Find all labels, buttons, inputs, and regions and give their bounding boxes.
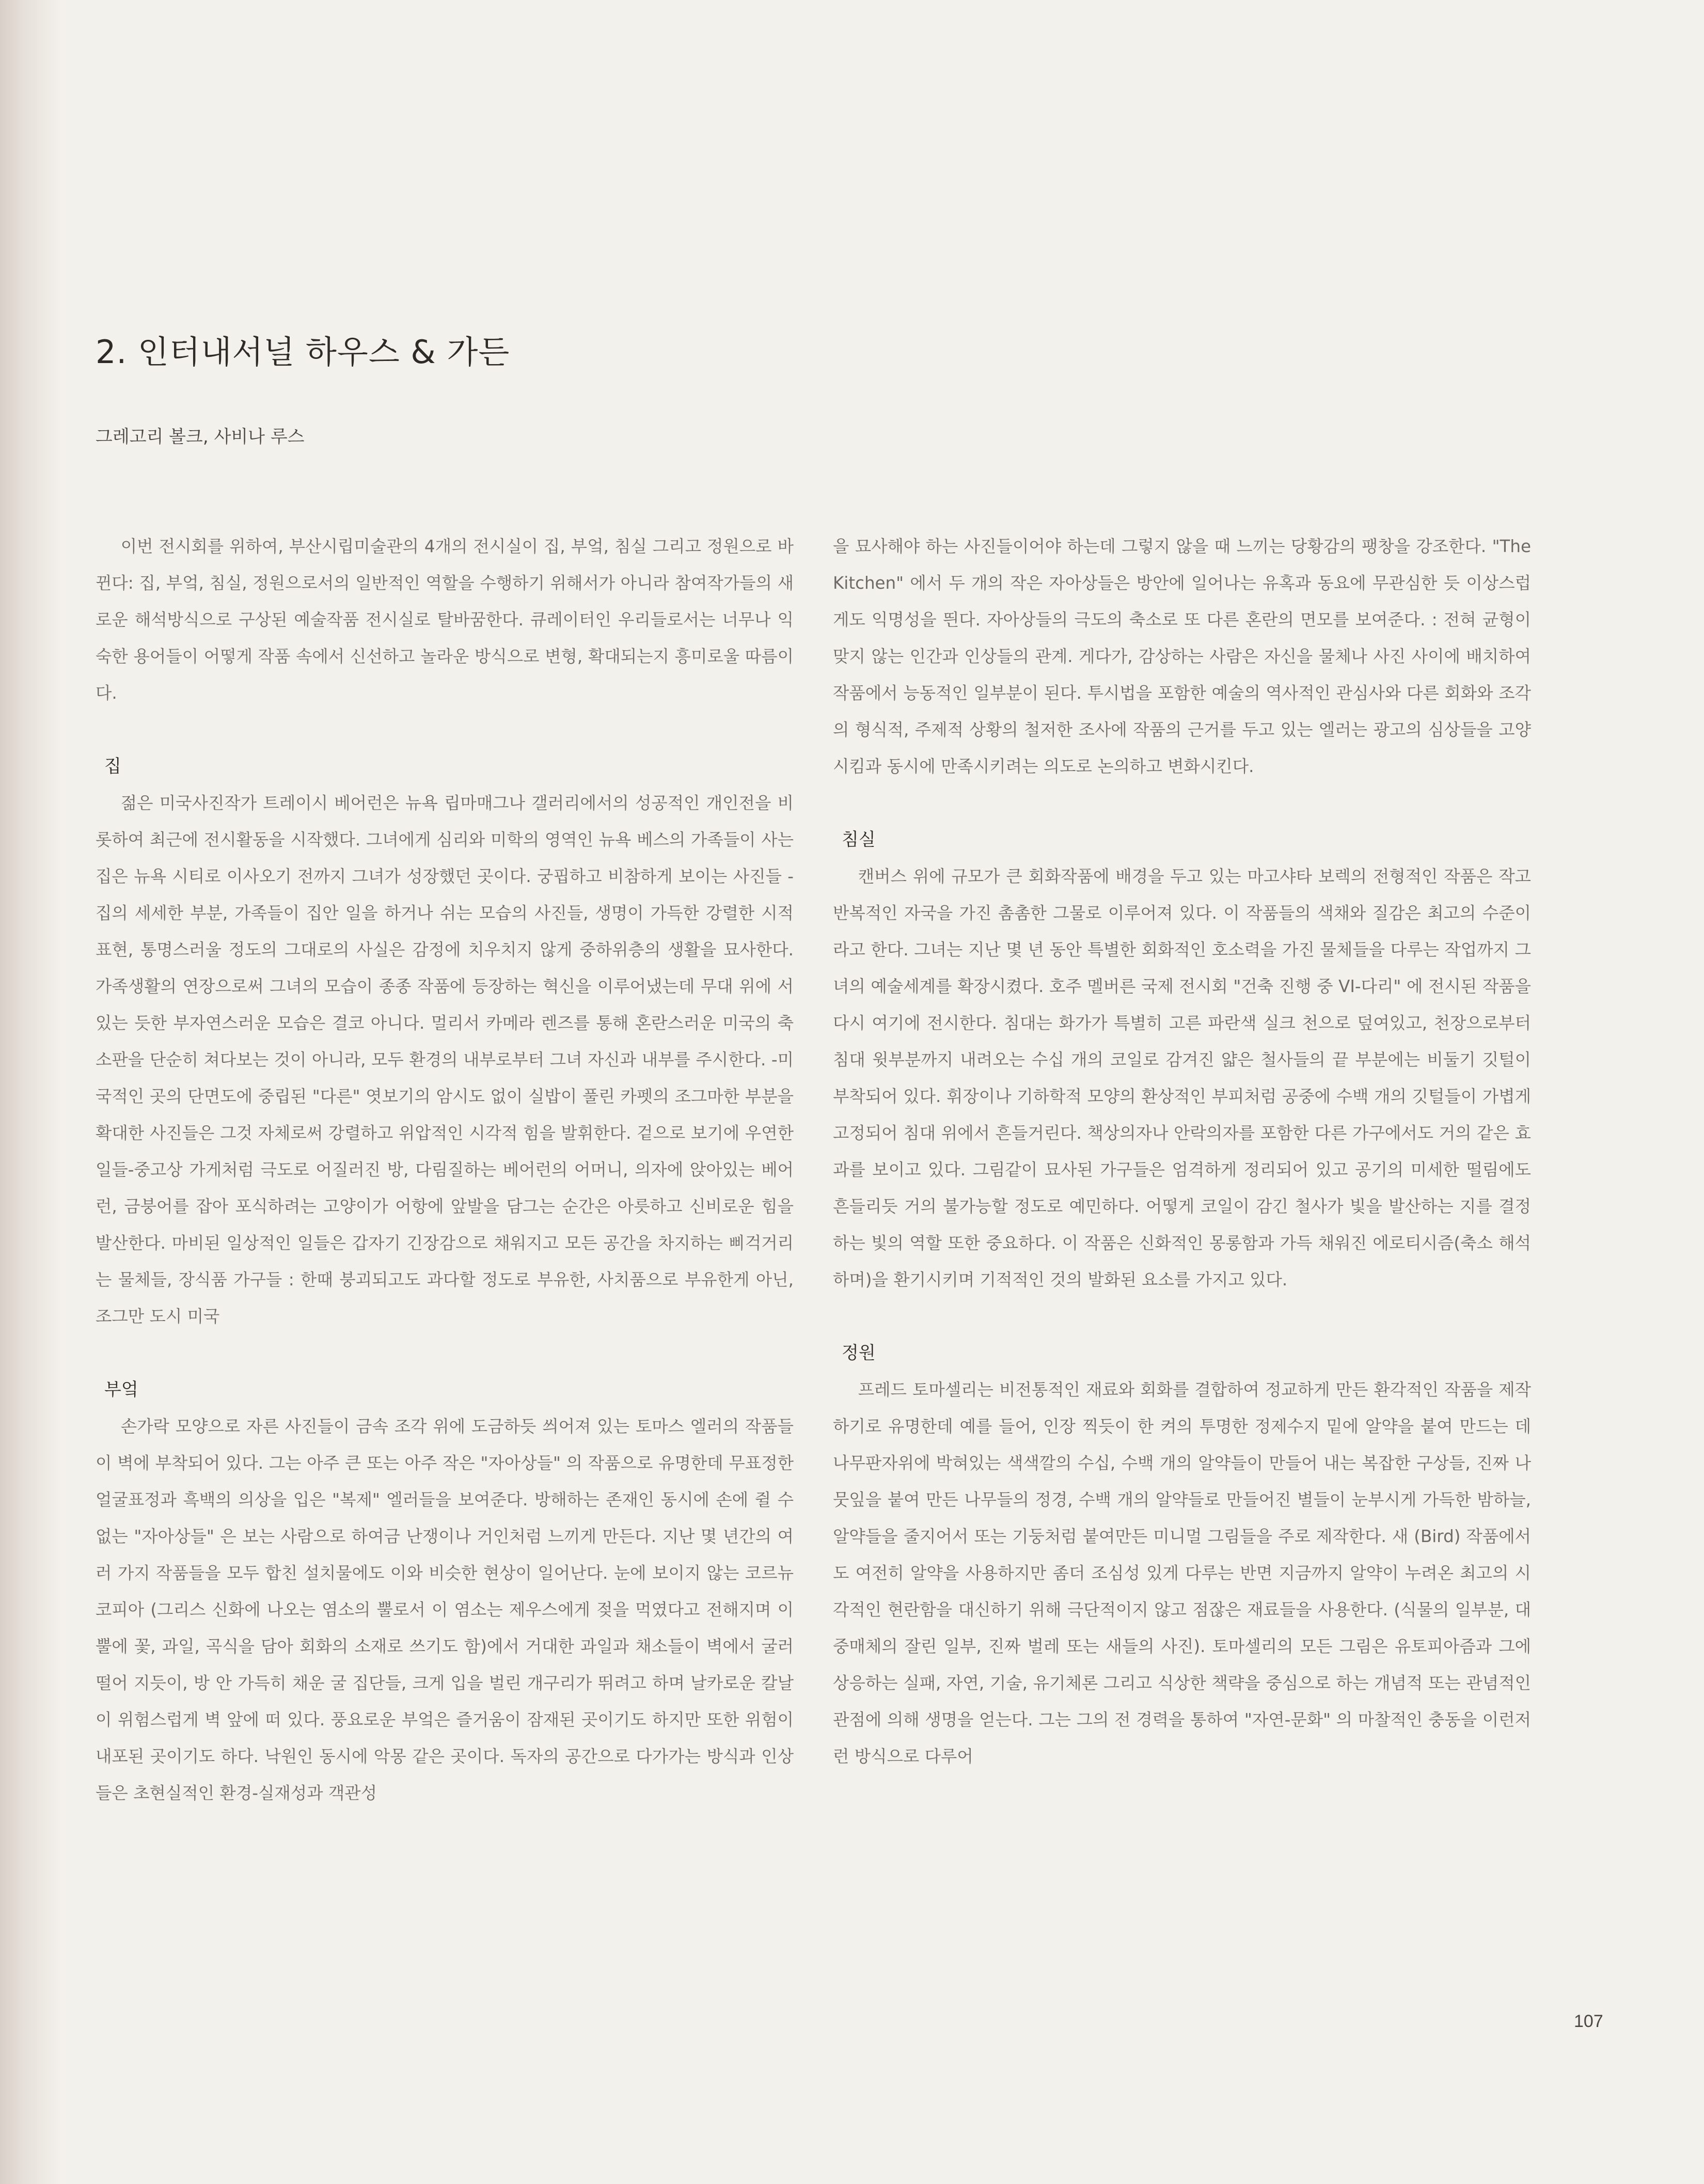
house-paragraph: 젊은 미국사진작가 트레이시 베어런은 뉴욕 립마매그나 갤러리에서의 성공적인 개인전을 비롯하여 최근에 전시활동을 시작했다. 그녀에게 심리와 미학의 영역인 뉴욕 베스의 가족들이 사는 집은 뉴욕 시티로 이사오기 전까지 그녀가 성장했던 곳이다. 궁핍하고 비참하게 보이는 사진들 - 집의 세세한 부분, 가족들이 집안 일을 하거나 쉬는 모습의 사진들, 생명이 가득한 강렬한 시적 표현, 통명스러울 정도의 그대로의 사실은 감정에 치우치지 않게 중하위층의 생활을 묘사한다. 가족생활의 연장으로써 그녀의 모습이 종종 작품에 등장하는 혁신을 이루어냈는데 무대 위에 서 있는 듯한 부자연스러운 모습은 결코 아니다. 멀리서 카메라 렌즈를 통해 혼란스러운 미국의 축소판을 단순히 쳐다보는 것이 아니라, 모두 환경의 내부로부터 그녀 자신과 내부를 주시한다. -미국적인 곳의 단면도에 중립된 "다른" 엿보기의 암시도 없이 실밥이 풀린 카펫의 조그마한 부분을 확대한 사진들은 그것 자체로써 강렬하고 위압적인 시각적 힘을 발휘한다. 겉으로 보기에 우연한 일들-중고상 가게처럼 극도로 어질러진 방, 다림질하는 베어런의 어머니, 의자에 앉아있는 베어런, 금붕어를 잡아 포식하려는 고양이가 어항에 앞발을 담그는 순간은 아릇하고 신비로운 힘을 발산한다. 마비된 일상적인 일들은 갑자기 긴장감으로 채워지고 모든 공간을 차지하는 삐걱거리는 물체들, 장식품 가구들 : 한때 붕괴되고도 과다할 정도로 부유한, 사치품으로 부유한게 아닌, 조그만 도시 미국 [96, 793, 794, 1326]
page-number: 107 [1574, 2012, 1603, 2031]
spacer [833, 785, 1531, 822]
bedroom-paragraph: 캔버스 위에 규모가 큰 회화작품에 배경을 두고 있는 마고샤타 보렉의 전형적인 작품은 작고 반복적인 자국을 가진 촘촘한 그물로 이루어져 있다. 이 작품들의 색채와 질감은 최고의 수준이라고 한다. 그녀는 지난 몇 년 동안 특별한 회화적인 호소력을 가진 물체들을 다루는 작업까지 그녀의 예술세계를 확장시켰다. 호주 멜버른 국제 전시회 "건축 진행 중 VI-다리" 에 전시된 작품을 다시 여기에 전시한다. 침대는 화가가 특별히 고른 파란색 실크 천으로 덮여있고, 천장으로부터 침대 윗부분까지 내려오는 수십 개의 코일로 감겨진 얇은 철사들의 끝 부분에는 비둘기 깃털이 부착되어 있다. 휘장이나 기하학적 모양의 환상적인 부피처럼 공중에 수백 개의 깃털들이 가볍게 고정되어 침대 위에서 흔들거린다. 책상의자나 안락의자를 포함한 다른 가구에서도 거의 같은 효과를 보이고 있다. 그림같이 묘사된 가구들은 엄격하게 정리되어 있고 공기의 미세한 떨림에도 흔들리듯 거의 불가능할 정도로 예민하다. 어떻게 코일이 감긴 철사가 빛을 발산하는 지를 결정하는 빛의 역할 또한 중요하다. 이 작품은 신화적인 몽롱함과 가득 채워진 에로티시즘(축소 해석하며)을 환기시키며 기적적인 것의 발화된 요소를 가지고 있다. [833, 867, 1531, 1290]
garden-paragraph: 프레드 토마셀리는 비전통적인 재료와 회화를 결합하여 정교하게 만든 환각적인 작품을 제작하기로 유명한데 예를 들어, 인장 찍듯이 한 켜의 투명한 정제수지 밑에 알약을 붙여 만드는 데 나무판자위에 박혀있는 색색깔의 수십, 수백 개의 알약들이 만들어 내는 복잡한 구상들, 진짜 나뭇잎을 붙여 만든 나무들의 정경, 수백 개의 알약들로 만들어진 별들이 눈부시게 가득한 밤하늘, 알약들을 줄지어서 또는 기둥처럼 붙여만든 미니멀 그림들을 주로 제작한다. 새 (Bird) 작품에서도 여전히 알약을 사용하지만 좀더 조심성 있게 다루는 반면 지금까지 알약이 누려온 최고의 시각적인 현란함을 대신하기 위해 극단적이지 않고 점잖은 재료들을 사용한다. (식물의 일부분, 대중매체의 잘린 일부, 진짜 벌레 또는 새들의 사진). 토마셀리의 모든 그림은 유토피아즘과 그에 상응하는 실패, 자연, 기술, 유기체론 그리고 식상한 책략을 중심으로 하는 개념적 또는 관념적인 관점에 의해 생명을 얻는다. 그는 그의 전 경력을 통하여 "자연-문화" 의 마찰적인 충동을 이런저런 방식으로 다루어 [833, 1380, 1531, 1766]
garden-heading: 정원 [842, 1343, 876, 1363]
house-heading: 집 [104, 756, 121, 777]
kitchen-heading: 부엌 [104, 1379, 138, 1400]
kitchen-paragraph: 손가락 모양으로 자른 사진들이 금속 조각 위에 도금하듯 씌어져 있는 토마스 엘러의 작품들이 벽에 부착되어 있다. 그는 아주 큰 또는 아주 작은 "자아상들" 의 작품으로 유명한데 무표정한 얼굴표정과 흑백의 의상을 입은 "복제" 엘러들을 보여준다. 방해하는 존재인 동시에 손에 쥘 수 없는 "자아상들" 은 보는 사람으로 하여금 난쟁이나 거인처럼 느끼게 만든다. 지난 몇 년간의 여러 가지 작품들을 모두 합친 설치물에도 이와 비슷한 현상이 일어난다. 눈에 보이지 않는 코르뉴코피아 (그리스 신화에 나오는 염소의 뿔로서 이 염소는 제우스에게 젖을 먹였다고 전해지며 이 뿔에 꽃, 과일, 곡식을 담아 회화의 소재로 쓰기도 함)에서 거대한 과일과 채소들이 벽에서 굴러 떨어 지듯이, 방 안 가득히 채운 굴 집단들, 크게 입을 벌린 개구리가 뛰려고 하며 날카로운 칼날이 위험스럽게 벽 앞에 떠 있다. 풍요로운 부엌은 즐거움이 잠재된 곳이기도 하지만 또한 위험이 내포된 곳이기도 하다. 낙원인 동시에 악몽 같은 곳이다. 독자의 공간으로 다가가는 방식과 인상들은 초현실적인 환경-실재성과 객관성 [96, 1417, 794, 1803]
right-column [833, 528, 1531, 1775]
bedroom-heading: 침실 [842, 829, 876, 850]
spacer [96, 712, 794, 748]
intro-paragraph: 이번 전시회를 위하여, 부산시립미술관의 4개의 전시실이 집, 부엌, 침실 그리고 정원으로 바뀐다: 집, 부엌, 침실, 정원으로서의 일반적인 역할을 수행하기 위해서가 아니라 참여작가들의 새로운 해석방식으로 구상된 예술작품 전시실로 탈바꿈한다. 큐레이터인 우리들로서는 너무나 익숙한 용어들이 어떻게 작품 속에서 신선하고 놀라운 방식으로 변형, 확대되는지 흥미로울 따름이다. [96, 537, 794, 703]
page-spine-shadow [0, 0, 62, 2184]
section-title: 2. 인터내서널 하우스 & 가든 [96, 333, 510, 371]
spacer [96, 1335, 794, 1372]
kitchen-continued-paragraph: 을 묘사해야 하는 사진들이어야 하는데 그렇지 않을 때 느끼는 당황감의 팽창을 강조한다. "The Kitchen" 에서 두 개의 작은 자아상들은 방안에 일어나는 유혹과 동요에 무관심한 듯 이상스럽게도 익명성을 띈다. 자아상들의 극도의 축소로 또 다른 혼란의 면모를 보여준다. : 전혀 균형이 맞지 않는 인간과 인상들의 관계. 게다가, 감상하는 사람은 자신을 물체나 사진 사이에 배치하여 작품에서 능동적인 일부분이 된다. 투시법을 포함한 예술의 역사적인 관심사와 다른 회화와 조각의 형식적, 주제적 상황의 철저한 조사에 작품의 근거를 두고 있는 엘러는 광고의 심상들을 고양시킴과 동시에 만족시키려는 의도로 논의하고 변화시킨다. [833, 537, 1531, 776]
authors-line: 그레고리 볼크, 사비나 루스 [96, 427, 305, 447]
left-column [96, 528, 794, 1812]
spacer [833, 1298, 1531, 1335]
